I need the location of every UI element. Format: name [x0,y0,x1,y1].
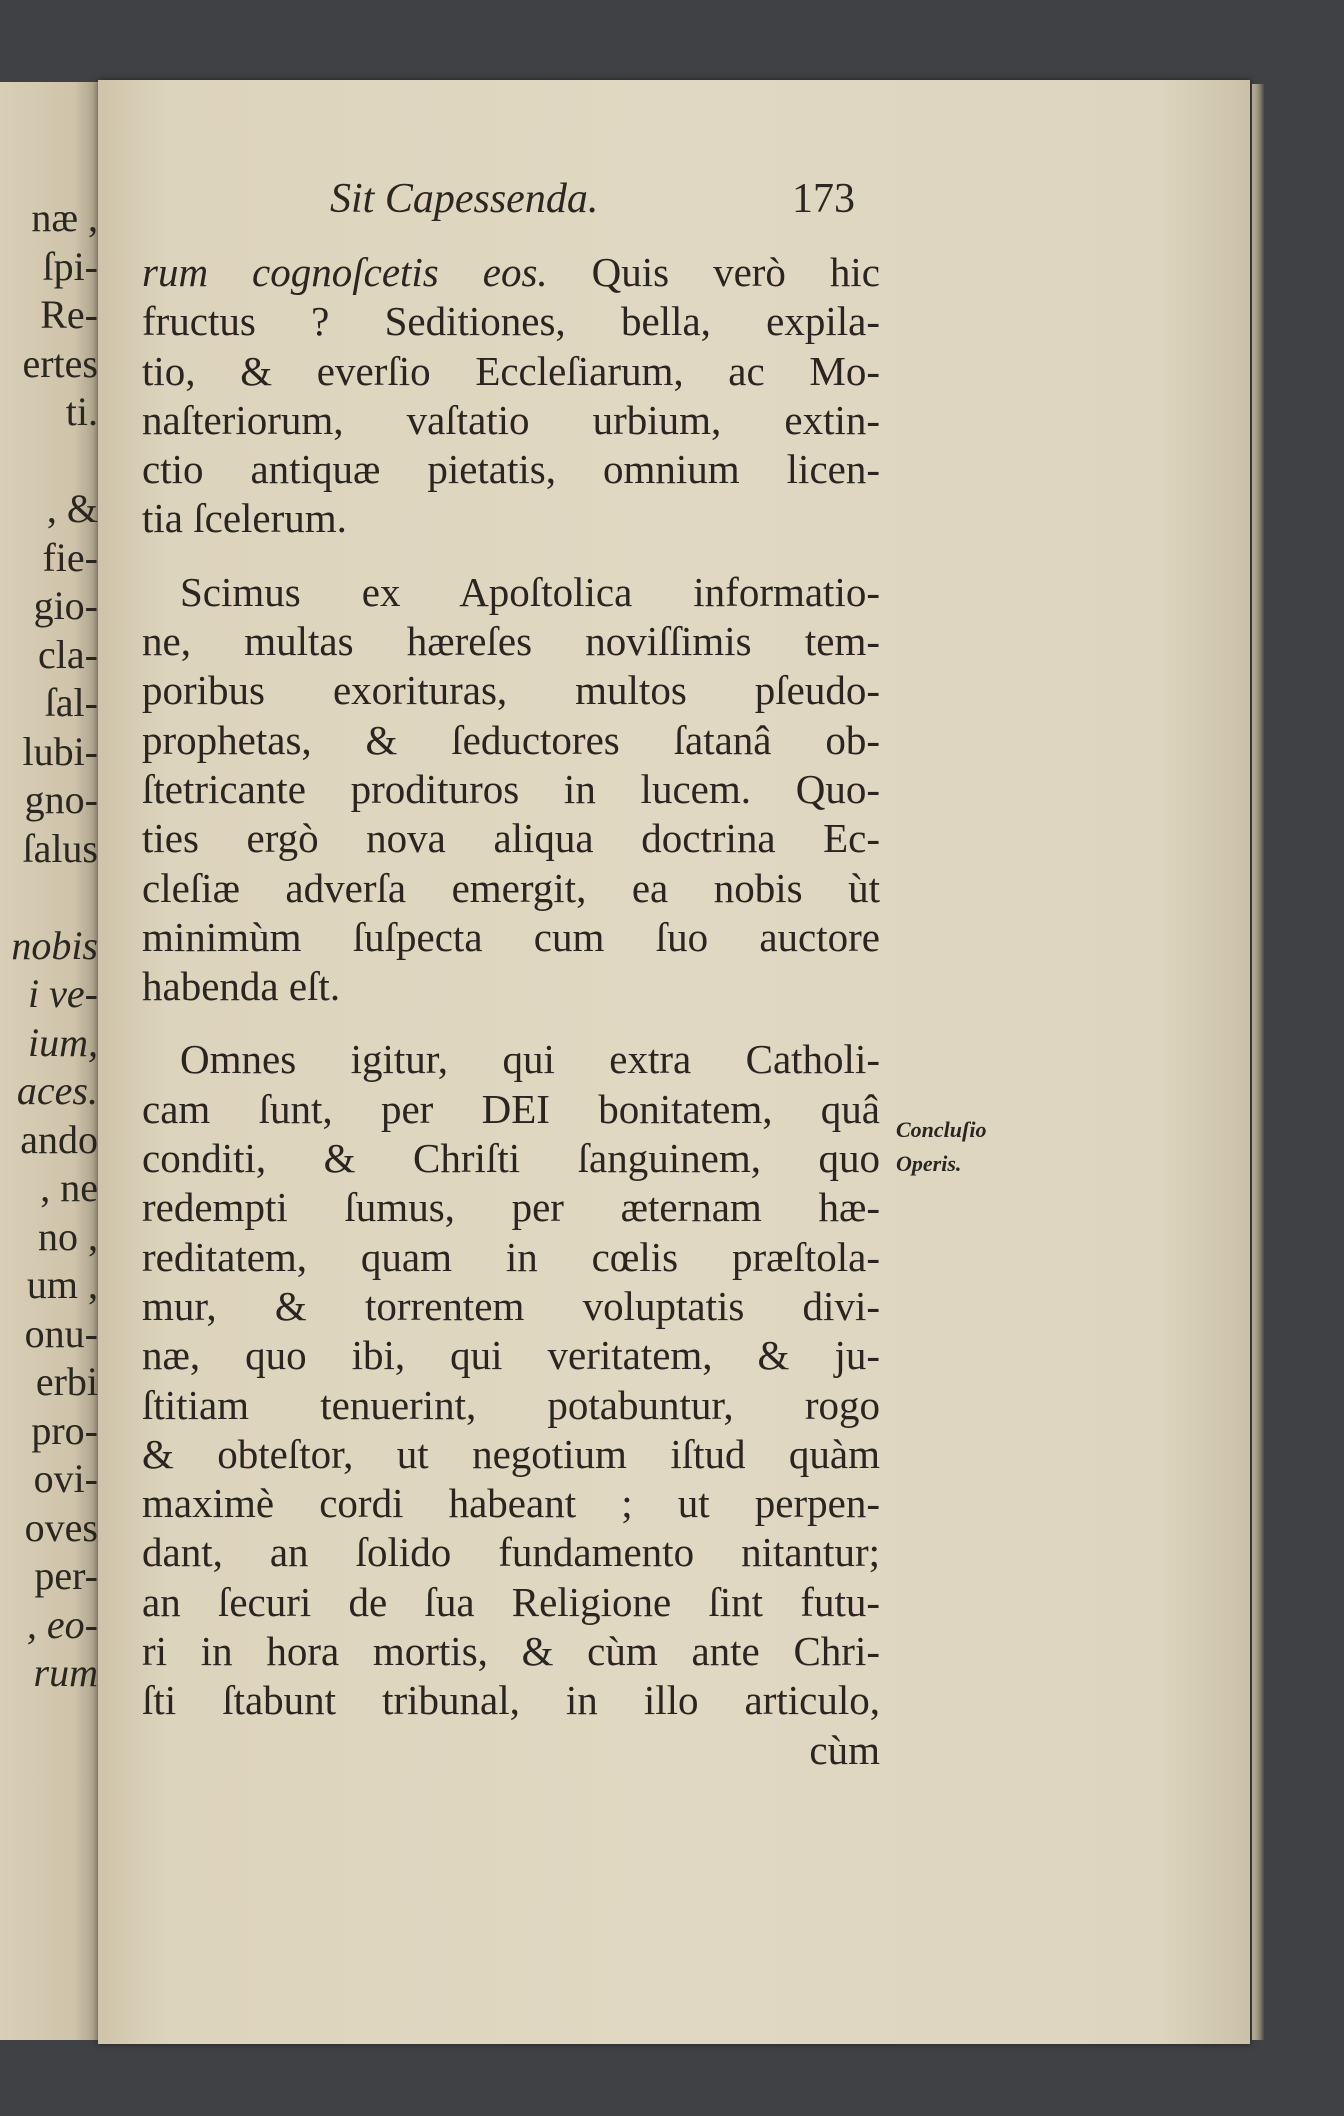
left-page-fragment-line: , & [46,486,98,531]
left-page-fragment-line: ſalus [22,825,98,871]
text-line: cleſiæ adverſa emergit, ea nobis ùt [142,864,880,911]
text-line: Omnes igitur, qui extra Catholi- [180,1036,880,1083]
left-page-fragment-line: ando [20,1116,98,1162]
left-page-fragment-line: gio- [33,583,98,628]
text-line: ri in hora mortis, & cùm ante Chri- [142,1628,880,1675]
text-line: rum cognoſcetis eos. Quis verò hic [142,249,880,295]
text-line: redempti ſumus, per æternam hæ- [142,1184,880,1231]
catchword: cùm [809,1726,880,1773]
text-line: poribus exorituras, multos pſeudo- [142,667,880,714]
left-page-fragment-line: per- [34,1553,98,1598]
margin-note-line: Concluſio [896,1117,987,1142]
margin-note [896,1113,1036,1181]
text-line: prophetas, & ſeductores ſatanâ ob- [142,716,880,763]
left-page-fragment-line: ium, [28,1019,98,1065]
italic-quote: rum cognoſcetis eos. [142,249,548,295]
text-line: maximè cordi habeant ; ut perpen- [142,1480,880,1527]
left-page-fragment-line: fie- [42,534,98,580]
text-line: ſtitiam tenuerint, potabuntur, rogo [142,1381,880,1428]
text-line: cam ſunt, per DEI bonitatem, quâ [142,1085,880,1132]
text-line: Scimus ex Apoſtolica informatio- [180,568,880,615]
text-line: næ, quo ibi, qui veritatem, & ju- [142,1332,880,1379]
left-page-fragment-line: ſal- [44,680,98,725]
text-line: reditatem, quam in cœlis præſtola- [142,1233,880,1280]
text-line: tia ſcelerum. [142,495,347,542]
left-page-fragment-line: erbi [35,1359,98,1404]
text-line: minimùm ſuſpecta cum ſuo auctore [142,913,880,960]
left-page-fragment-line: nobis [11,922,98,968]
left-page-fragment-line: ti. [65,389,98,434]
left-page-fragment-line: pro- [31,1407,98,1453]
left-page-fragment-line: , eo- [26,1601,98,1647]
left-page-fragment-line: ertes [22,340,98,386]
margin-note-line: Operis. [896,1151,962,1176]
running-head: Sit Capessenda. [330,176,599,222]
left-page-fragment-line: i ve- [28,971,98,1016]
text-line: habenda eſt. [142,963,341,1010]
text-line: naſteriorum, vaſtatio urbium, extin- [142,396,880,443]
page-header [98,175,1250,235]
text-line: an ſecuri de ſua Religione ſint futu- [142,1578,880,1625]
left-page-fragment-line: um , [26,1262,98,1307]
text-line: ſtetricante prodituros in lucem. Quo- [142,765,880,812]
text-line: dant, an ſolido fundamento nitantur; [142,1529,880,1576]
left-page-fragment-line: næ , [31,195,98,240]
page-number: 173 [792,176,855,222]
body-text [142,248,880,1775]
left-page-fragment-line: aces. [16,1068,98,1113]
left-page-fragment-line: , ne [40,1165,98,1210]
left-page-fragment [0,82,106,2040]
left-page-fragment-line: ſpi- [42,243,98,289]
text-line: ties ergò nova aliqua doctrina Ec- [142,815,880,862]
book-page [98,80,1250,2044]
text-line: mur, & torrentem voluptatis divi- [142,1282,880,1329]
left-page-fragment-line: rum [33,1650,98,1695]
left-page-fragment-line: lubi- [22,728,98,774]
text-line: ctio antiquæ pietatis, omnium licen- [142,446,880,493]
left-page-fragment-line: onu- [24,1310,98,1356]
text-line: ne, multas hæreſes noviſſimis tem- [142,618,880,665]
text-line: & obteſtor, ut negotium iſtud quàm [142,1430,880,1477]
text-line: ſti ſtabunt tribunal, in illo articulo, [142,1677,880,1724]
left-page-fragment-line: Re- [40,292,98,337]
left-page-fragment-line: oves [24,1504,98,1550]
left-page-fragment-line: no , [38,1213,98,1259]
left-page-fragment-line: gno- [24,777,98,822]
text-line: fructus ? Seditiones, bella, expila- [142,298,880,345]
page-edge [1252,84,1264,2040]
text-line: conditi, & Chriſti ſanguinem, quo [142,1135,880,1182]
text-line: tio, & everſio Eccleſiarum, ac Mo- [142,347,880,394]
left-page-fragment-line: ovi- [33,1456,98,1501]
left-page-fragment-line: cla- [38,631,98,677]
